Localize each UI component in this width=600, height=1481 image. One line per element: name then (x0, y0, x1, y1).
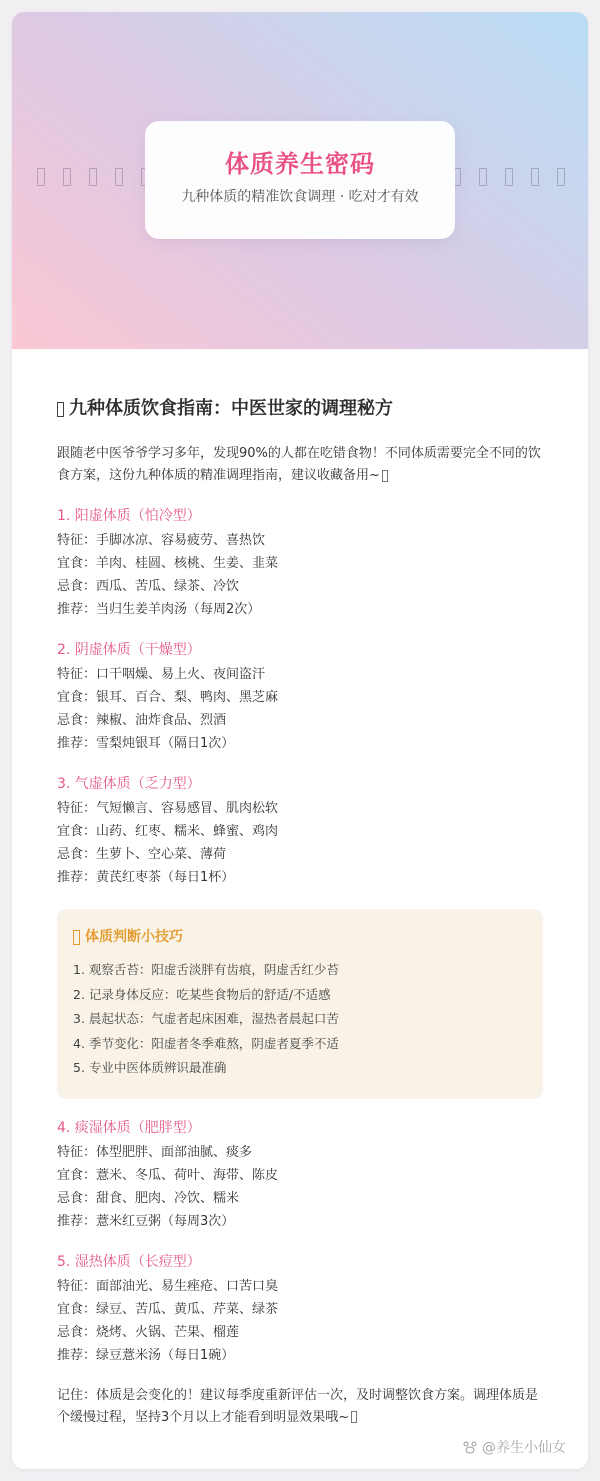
tips-box (57, 909, 543, 1099)
type-avoid-foods: 忌食：西瓜、苦瓜、绿茶、冷饮 (57, 579, 240, 594)
missing-glyph-icon (382, 470, 388, 482)
tip-item: 1. 观察舌苔：阳虚舌淡胖有齿痕，阴虚舌红少苔 (73, 962, 339, 977)
intro-paragraph (57, 443, 543, 487)
type-recommendation: 推荐：当归生姜羊肉汤（每周2次） (57, 602, 261, 617)
type-avoid-foods: 忌食：辣椒、油炸食品、烈酒 (57, 713, 227, 728)
type-title: 2. 阴虚体质（干燥型） (57, 642, 201, 658)
missing-glyph-icon (73, 930, 80, 945)
tip-item: 5. 专业中医体质辨识最准确 (73, 1060, 227, 1075)
type-avoid-foods: 忌食：烧烤、火锅、芒果、榴莲 (57, 1324, 240, 1340)
type-features: 特征：手脚冰凉、容易疲劳、喜热饮 (57, 533, 266, 548)
tips-title (73, 926, 527, 948)
type-recommendation: 推荐：雪梨炖银耳（隔日1次） (57, 736, 235, 751)
tip-item: 2. 记录身体反应：吃某些食物后的舒适/不适感 (73, 986, 331, 1002)
type-features: 特征：体型肥胖、面部油腻、痰多 (57, 1144, 253, 1160)
type-suitable-foods: 宜食：羊肉、桂圆、核桃、生姜、韭菜 (57, 556, 279, 571)
type-recommendation: 推荐：绿豆薏米汤（每日1碗） (57, 1347, 235, 1363)
type-suitable-foods: 宜食：山药、红枣、糯米、蜂蜜、鸡肉 (57, 824, 279, 839)
type-features: 特征：面部油光、易生痤疮、口苦口臭 (57, 1278, 279, 1294)
hero-title: 体质养生密码 (225, 150, 375, 178)
tip-item: 4. 季节变化：阳虚者冬季难熬，阴虚者夏季不适 (73, 1035, 339, 1051)
constitution-type (57, 1117, 543, 1233)
constitution-type (57, 1251, 543, 1367)
closing-text: 记住：体质是会变化的！建议每季度重新评估一次，及时调整饮食方案。调理体质是个缓慢过程，坚持3个月以上才能看到明显效果哦~ (57, 1387, 539, 1425)
tips-title-text: 体质判断小技巧 (85, 929, 183, 945)
type-features: 特征：口干咽燥、易上火、夜间盗汗 (57, 667, 266, 682)
article-title-text: 九种体质饮食指南：中医世家的调理秘方 (69, 398, 393, 419)
missing-glyph-icon (57, 402, 64, 417)
type-suitable-foods: 宜食：银耳、百合、梨、鸭肉、黑芝麻 (57, 690, 279, 705)
type-title: 3. 气虚体质（乏力型） (57, 776, 201, 792)
type-recommendation: 推荐：黄芪红枣茶（每日1杯） (57, 870, 235, 885)
type-recommendation: 推荐：薏米红豆粥（每周3次） (57, 1213, 235, 1229)
constitution-type (57, 505, 543, 621)
article-page (12, 12, 588, 1469)
hero-subtitle: 九种体质的精准饮食调理 · 吃对才有效 (181, 189, 419, 205)
constitution-type (57, 639, 543, 755)
hero-title-card (145, 121, 455, 239)
type-title: 1. 阳虚体质（怕冷型） (57, 508, 201, 524)
tip-item: 3. 晨起状态：气虚者起床困难，湿热者晨起口苦 (73, 1011, 339, 1026)
intro-text: 跟随老中医爷爷学习多年，发现90%的人都在吃错食物！不同体质需要完全不同的饮食方案，这份九种体质的精准调理指南，建议收藏备用~ (57, 446, 541, 483)
type-suitable-foods: 宜食：绿豆、苦瓜、黄瓜、芹菜、绿茶 (57, 1301, 279, 1317)
type-avoid-foods: 忌食：甜食、肥肉、冷饮、糯米 (57, 1190, 240, 1206)
watermark (462, 1437, 566, 1457)
constitution-type (57, 773, 543, 889)
hero-banner (12, 12, 588, 349)
watermark-text: @养生小仙女 (482, 1440, 566, 1456)
type-avoid-foods: 忌食：生萝卜、空心菜、薄荷 (57, 847, 227, 862)
missing-glyph-icon (351, 1411, 357, 1423)
type-features: 特征：气短懒言、容易感冒、肌肉松软 (57, 801, 279, 816)
closing-paragraph (57, 1385, 543, 1429)
type-suitable-foods: 宜食：薏米、冬瓜、荷叶、海带、陈皮 (57, 1167, 279, 1183)
article-content (12, 397, 588, 1429)
paw-logo-icon (462, 1440, 478, 1454)
article-title (57, 397, 543, 421)
type-title: 5. 湿热体质（长痘型） (57, 1253, 201, 1270)
type-title: 4. 痰湿体质（肥胖型） (57, 1119, 201, 1136)
